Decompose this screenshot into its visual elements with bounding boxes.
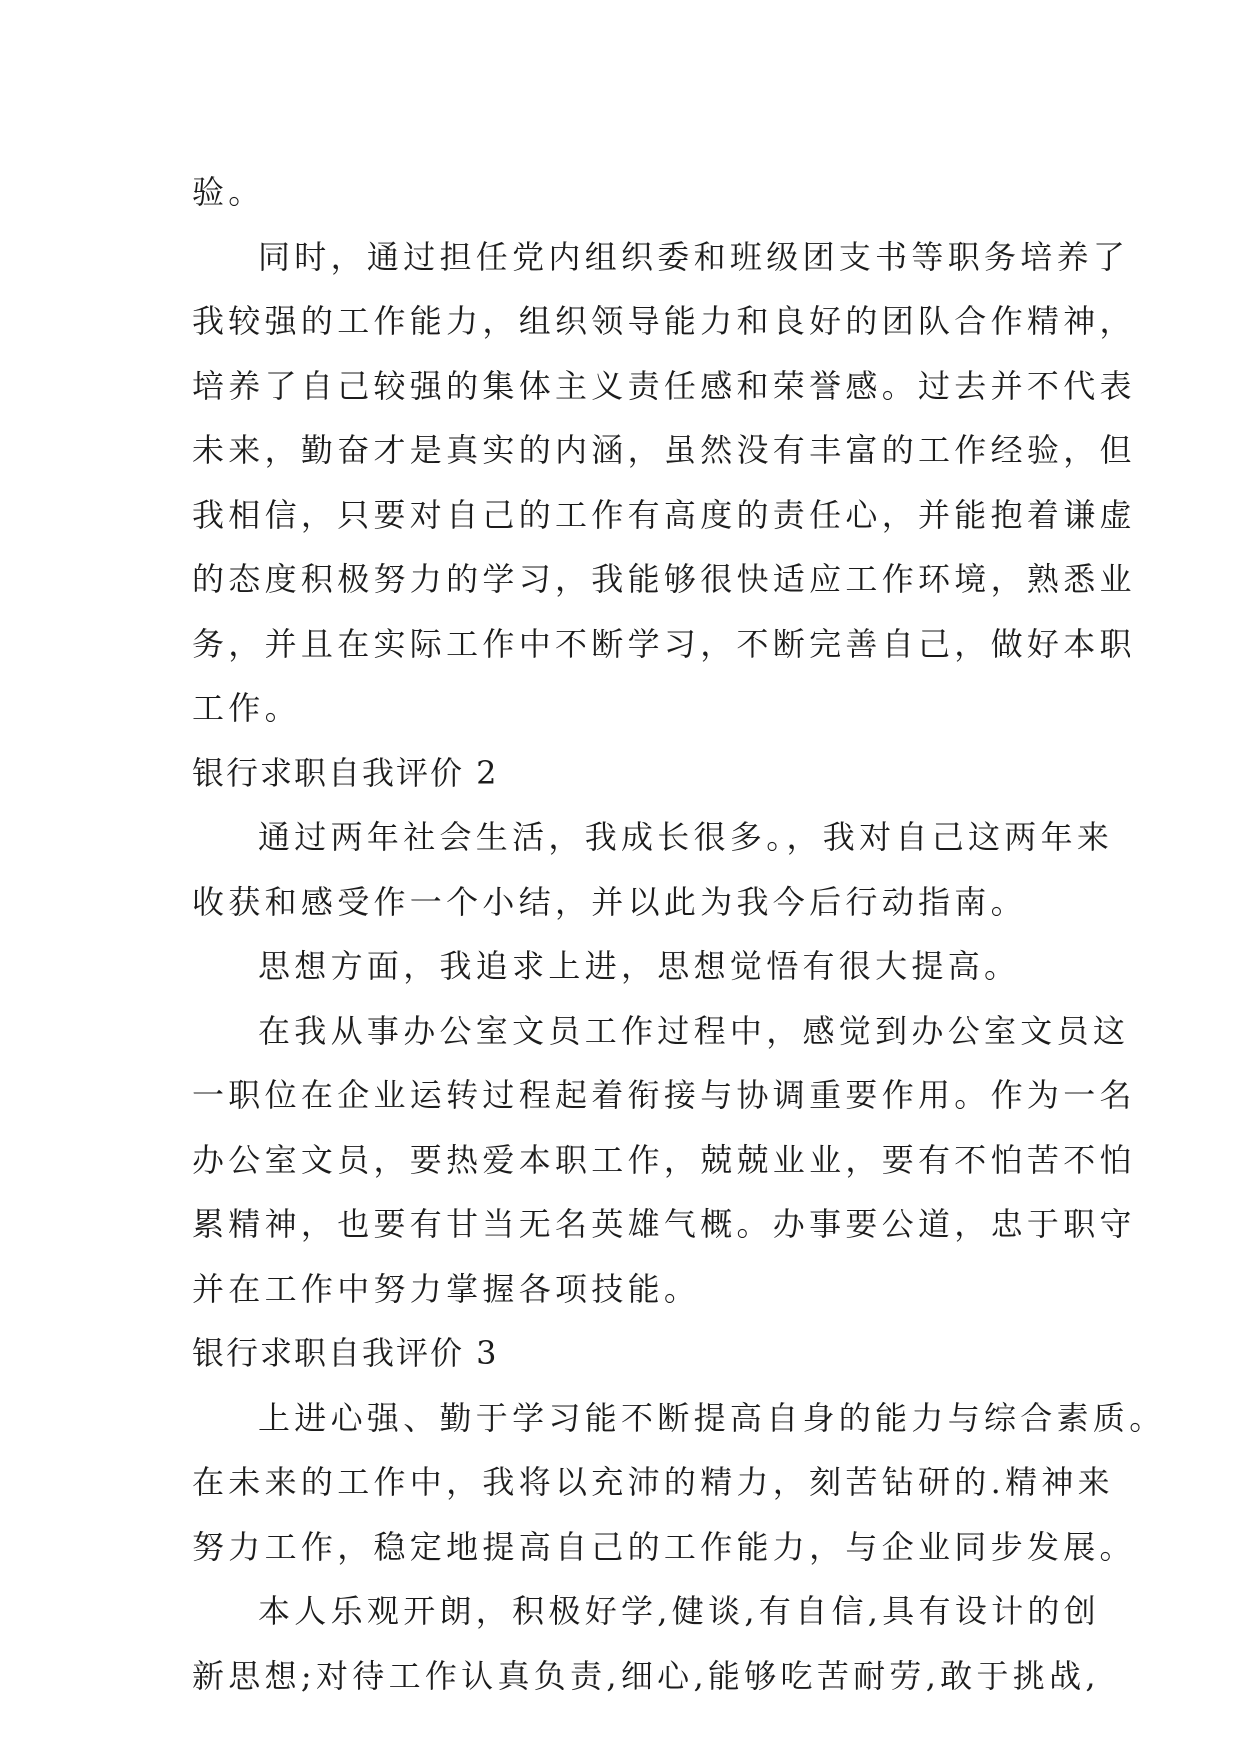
paragraph-start-line: 上进心强、勤于学习能不断提高自身的能力与综合素质。 <box>258 1398 1166 1437</box>
text-line: 努力工作，稳定地提高自己的工作能力，与企业同步发展。 <box>192 1527 1136 1566</box>
text-line: 收获和感受作一个小结，并以此为我今后行动指南。 <box>192 882 1027 921</box>
text-line: 验。 <box>192 173 265 211</box>
text-line: 务，并且在实际工作中不断学习，不断完善自己，做好本职 <box>192 624 1136 663</box>
text-line: 办公室文员，要热爱本职工作，兢兢业业，要有不怕苦不怕 <box>192 1140 1136 1179</box>
text-line: 一职位在企业运转过程起着衔接与协调重要作用。作为一名 <box>192 1076 1136 1114</box>
text-line: 累精神，也要有甘当无名英雄气概。办事要公道，忠于职守 <box>192 1205 1136 1243</box>
text-line: 工作。 <box>192 689 301 727</box>
document-body <box>192 160 1166 1708</box>
text-line: 新思想;对待工作认真负责,细心,能够吃苦耐劳,敢于挑战, <box>192 1656 1100 1695</box>
text-line: 未来，勤奋才是真实的内涵，虽然没有丰富的工作经验，但 <box>192 431 1136 469</box>
paragraph-start-line: 同时，通过担任党内组织委和班级团支书等职务培养了 <box>258 237 1130 276</box>
paragraph-start-line: 通过两年社会生活，我成长很多。，我对自己这两年来 <box>258 818 1114 856</box>
section-heading: 银行求职自我评价 2 <box>192 753 499 792</box>
paragraph-start-line: 在我从事办公室文员工作过程中，感觉到办公室文员这 <box>258 1011 1130 1050</box>
text-line: 我相信，只要对自己的工作有高度的责任心，并能抱着谦虚 <box>192 495 1136 534</box>
text-line: 在未来的工作中，我将以充沛的精力，刻苦钻研的.精神来 <box>192 1463 1114 1501</box>
paragraph-start-line: 本人乐观开朗，积极好学,健谈,有自信,具有设计的创 <box>258 1592 1101 1630</box>
text-line: 我较强的工作能力，组织领导能力和良好的团队合作精神， <box>192 302 1136 340</box>
text-line: 的态度积极努力的学习，我能够很快适应工作环境，熟悉业 <box>192 560 1136 598</box>
paragraph-start-line: 思想方面，我追求上进，思想觉悟有很大提高。 <box>258 947 1021 985</box>
text-line: 并在工作中努力掌握各项技能。 <box>192 1269 701 1308</box>
section-heading: 银行求职自我评价 3 <box>192 1334 499 1372</box>
text-line: 培养了自己较强的集体主义责任感和荣誉感。过去并不代表 <box>192 366 1136 405</box>
